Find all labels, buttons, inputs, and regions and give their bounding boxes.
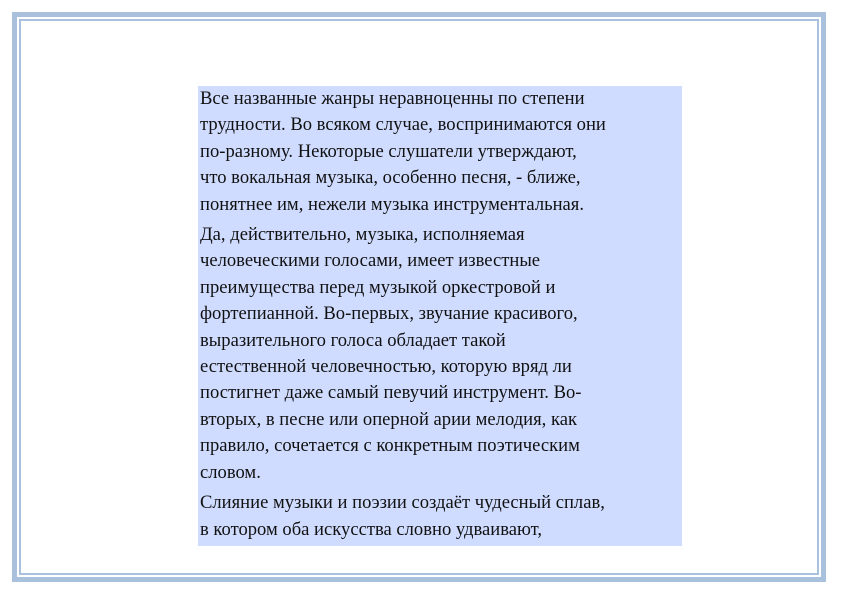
text-block [198, 86, 682, 546]
paragraph-vocal-advantages: Да, действительно, музыка, исполняемая человеческими голосами, имеет известные преимущества перед музыкой оркестровой и фортепианной. Во-первых, звучание красивого, выразительного голоса обладает такой естественной человечностью, которую вряд ли постигнет даже самый певучий инструмент. Во- вторых, в песне или оперной арии мелодия, как правило, сочетается с конкретным поэтическим словом. [200, 224, 582, 483]
paragraph-music-poetry: Слияние музыки и поэзии создаёт чудесный сплав, в котором оба искусства словно удваивают, [200, 492, 605, 540]
paragraph-genres: Все названные жанры неравноценны по степени трудности. Во всяком случае, воспринимаются они по-разному. Некоторые слушатели утверждают, что вокальная музыка, особенно песня, - ближе, понятнее им, нежели музыка инструментальная. [200, 88, 606, 215]
